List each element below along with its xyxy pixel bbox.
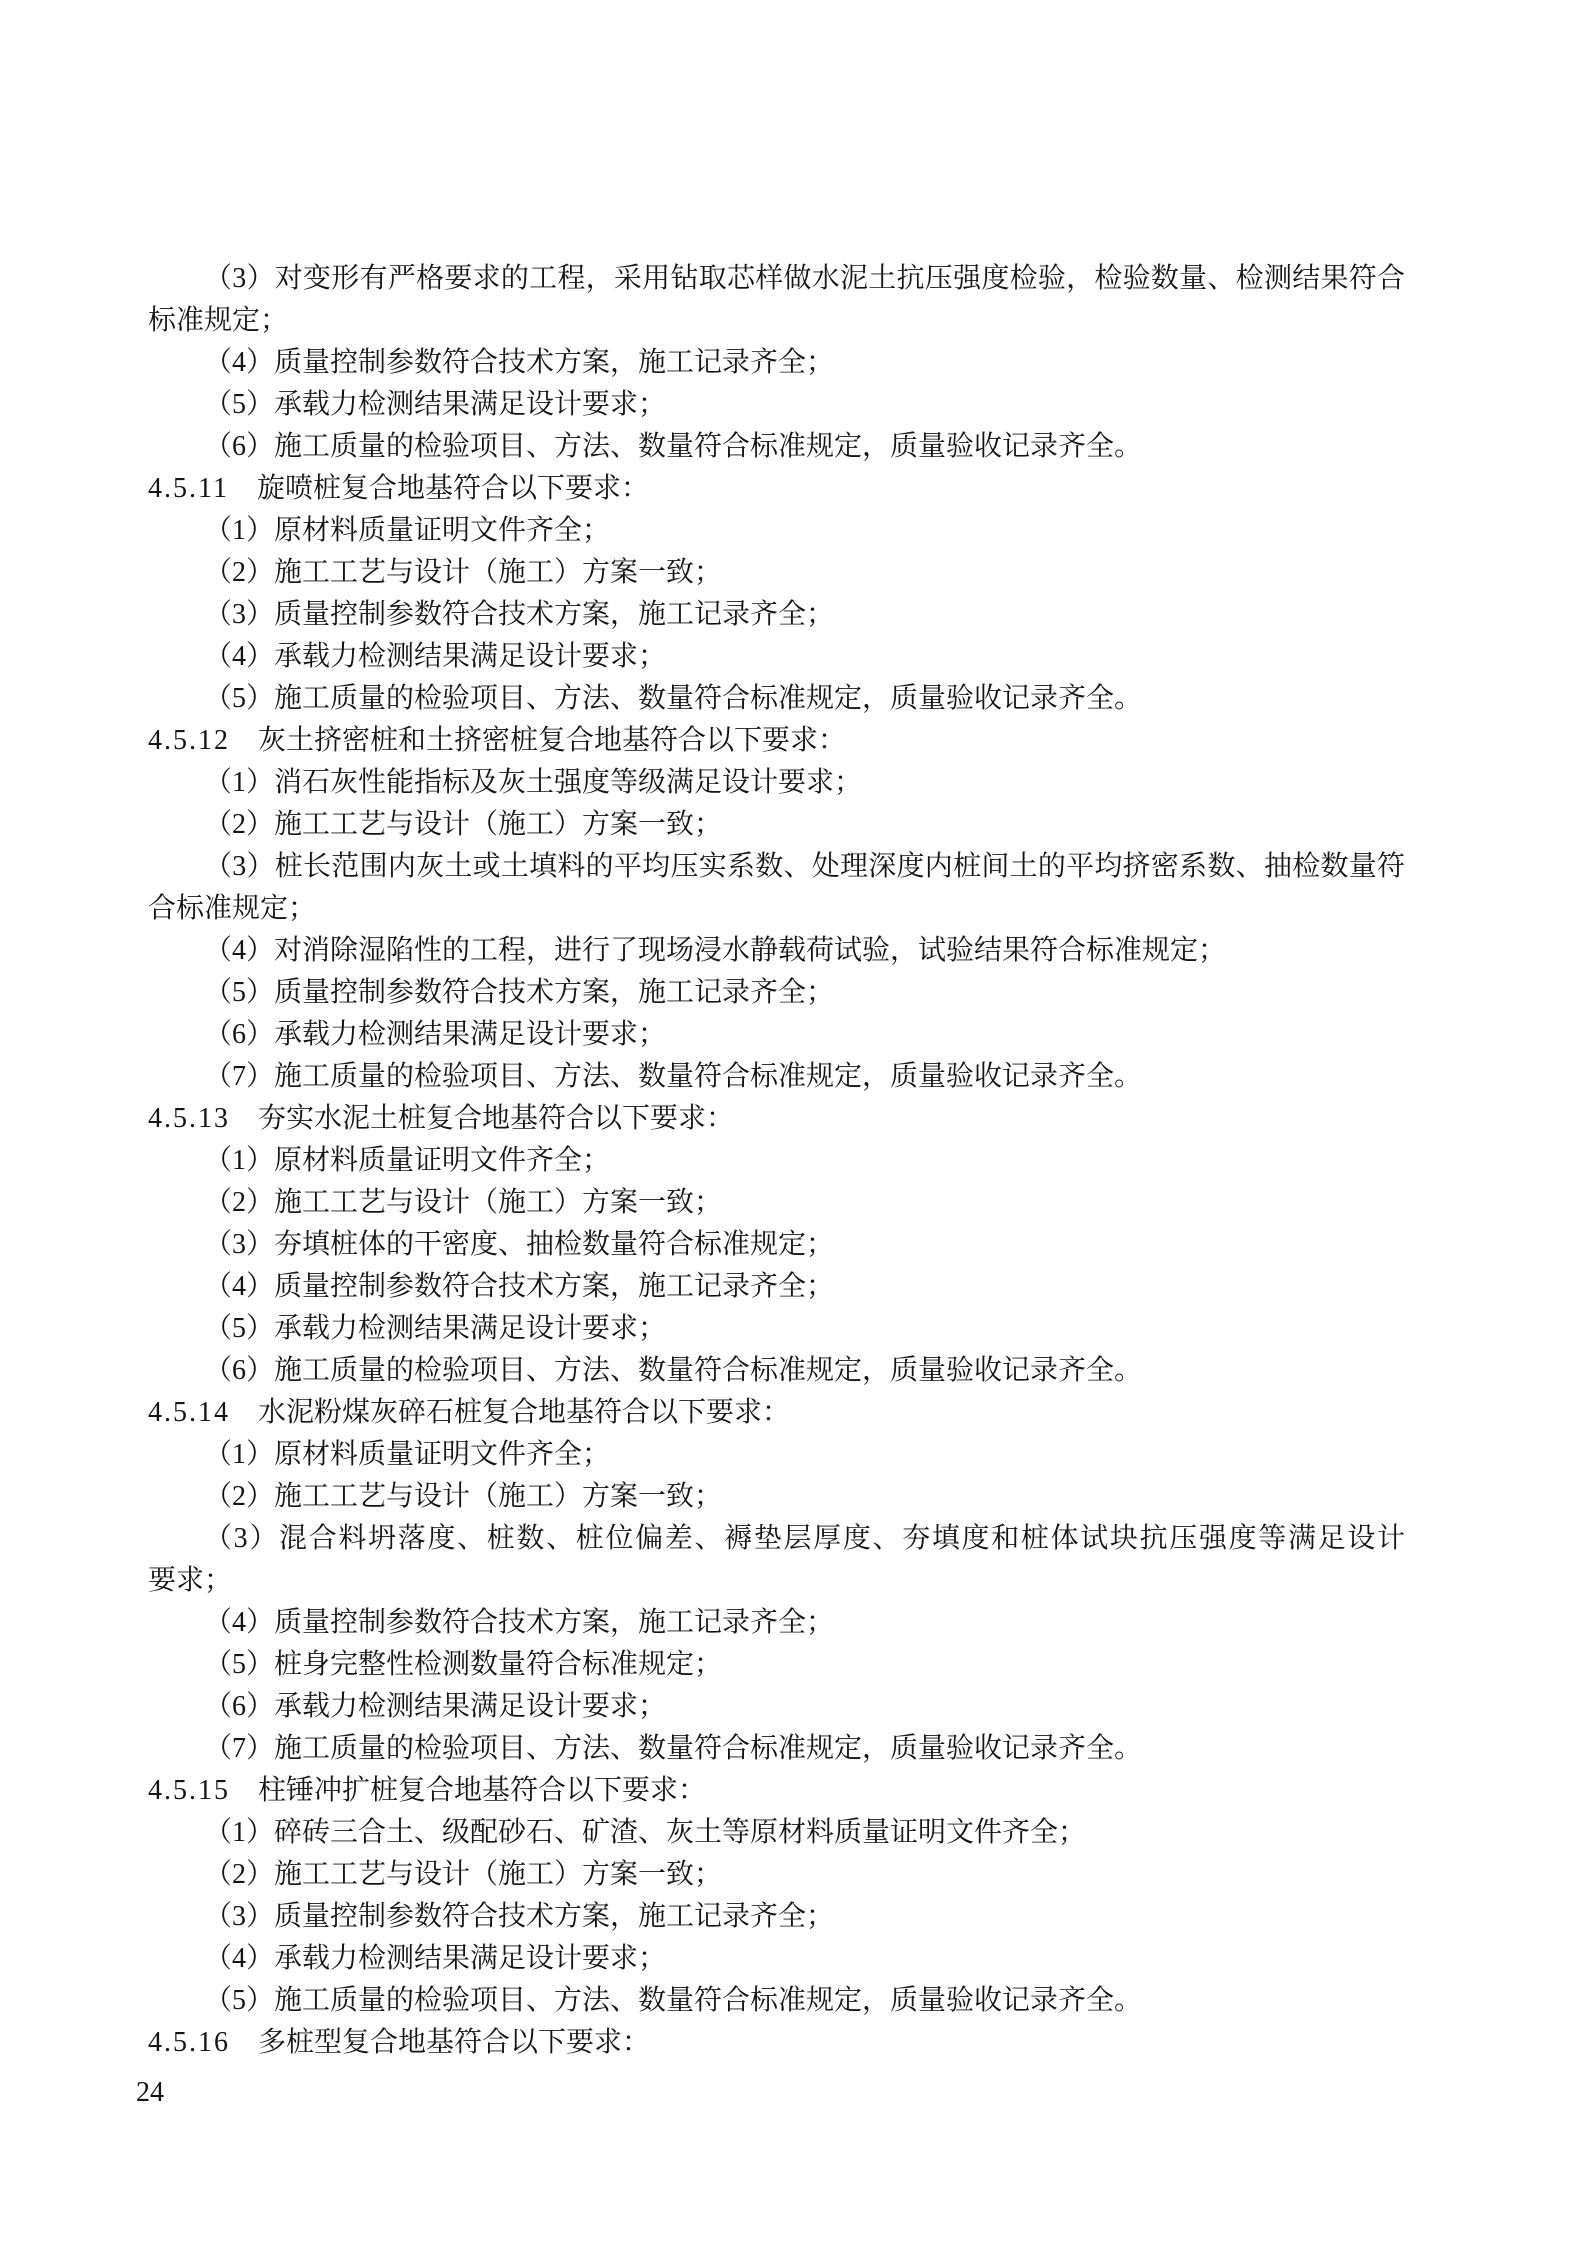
section-heading-line	[148, 2022, 1405, 2064]
document-body	[148, 258, 1405, 2064]
section-number: 4.5.16	[148, 2027, 230, 2058]
clause-line: （6）施工质量的检验项目、方法、数量符合标准规定，质量验收记录齐全。	[204, 1355, 1143, 1386]
section-title: 多桩型复合地基符合以下要求：	[258, 2027, 651, 2058]
clause-line: （2）施工工艺与设计（施工）方案一致；	[204, 1187, 723, 1218]
clause-line: （2）施工工艺与设计（施工）方案一致；	[204, 809, 723, 840]
clause-line: （1）碎砖三合土、级配砂石、矿渣、灰土等原材料质量证明文件齐全；	[204, 1817, 1087, 1848]
section-heading-line	[148, 1098, 1405, 1140]
section-title: 柱锤冲扩桩复合地基符合以下要求：	[258, 1775, 707, 1806]
clause-line: （4）质量控制参数符合技术方案，施工记录齐全；	[204, 1607, 835, 1638]
clause-line: （1）消石灰性能指标及灰土强度等级满足设计要求；	[204, 767, 863, 798]
clause-line: （4）质量控制参数符合技术方案，施工记录齐全；	[204, 347, 835, 378]
section-number: 4.5.14	[148, 1397, 230, 1428]
clause-line: （1）原材料质量证明文件齐全；	[204, 1439, 611, 1470]
clause-line: （4）对消除湿陷性的工程，进行了现场浸水静载荷试验，试验结果符合标准规定；	[204, 935, 1227, 966]
clause-line: （5）桩身完整性检测数量符合标准规定；	[204, 1649, 723, 1680]
clause-line: （2）施工工艺与设计（施工）方案一致；	[204, 1859, 723, 1890]
clause-line: （6）施工质量的检验项目、方法、数量符合标准规定，质量验收记录齐全。	[204, 431, 1143, 462]
clause-line: （4）质量控制参数符合技术方案，施工记录齐全；	[204, 1271, 835, 1302]
clause-line: （4）承载力检测结果满足设计要求；	[204, 641, 667, 672]
section-heading-line	[148, 1392, 1405, 1434]
section-heading-line	[148, 1770, 1405, 1812]
clause-line: （5）施工质量的检验项目、方法、数量符合标准规定，质量验收记录齐全。	[204, 1985, 1143, 2016]
clause-line: （2）施工工艺与设计（施工）方案一致；	[204, 557, 723, 588]
clause-line: （3）质量控制参数符合技术方案，施工记录齐全；	[204, 1901, 835, 1932]
clause-line: 合标准规定；	[148, 893, 317, 924]
section-heading-line	[148, 468, 1405, 510]
clause-line: （3）混合料坍落度、桩数、桩位偏差、褥垫层厚度、夯填度和桩体试块抗压强度等满足设计	[204, 1523, 1405, 1554]
clause-line: （7）施工质量的检验项目、方法、数量符合标准规定，质量验收记录齐全。	[204, 1733, 1143, 1764]
section-heading-line	[148, 720, 1405, 762]
page-number: 24	[136, 2077, 164, 2108]
clause-line: 标准规定；	[148, 305, 289, 336]
clause-line: （3）对变形有严格要求的工程，采用钻取芯样做水泥土抗压强度检验，检验数量、检测结果符合	[204, 263, 1405, 294]
clause-line: （1）原材料质量证明文件齐全；	[204, 1145, 611, 1176]
clause-line: （3）质量控制参数符合技术方案，施工记录齐全；	[204, 599, 835, 630]
section-number: 4.5.13	[148, 1103, 230, 1134]
clause-line: （5）质量控制参数符合技术方案，施工记录齐全；	[204, 977, 835, 1008]
section-title: 灰土挤密桩和土挤密桩复合地基符合以下要求：	[258, 725, 847, 756]
section-number: 4.5.12	[148, 725, 230, 756]
section-title: 旋喷桩复合地基符合以下要求：	[256, 473, 649, 504]
clause-line: （1）原材料质量证明文件齐全；	[204, 515, 611, 546]
clause-line: （6）承载力检测结果满足设计要求；	[204, 1019, 667, 1050]
clause-line: （3）夯填桩体的干密度、抽检数量符合标准规定；	[204, 1229, 835, 1260]
section-number: 4.5.15	[148, 1775, 230, 1806]
clause-line: 要求；	[148, 1565, 233, 1596]
clause-line: （5）承载力检测结果满足设计要求；	[204, 1313, 667, 1344]
clause-line: （3）桩长范围内灰土或土填料的平均压实系数、处理深度内桩间土的平均挤密系数、抽检数量符	[204, 851, 1405, 882]
clause-line: （2）施工工艺与设计（施工）方案一致；	[204, 1481, 723, 1512]
section-title: 水泥粉煤灰碎石桩复合地基符合以下要求：	[258, 1397, 791, 1428]
section-title: 夯实水泥土桩复合地基符合以下要求：	[258, 1103, 735, 1134]
section-number: 4.5.11	[148, 473, 229, 504]
clause-line: （5）承载力检测结果满足设计要求；	[204, 389, 667, 420]
clause-line: （7）施工质量的检验项目、方法、数量符合标准规定，质量验收记录齐全。	[204, 1061, 1143, 1092]
clause-line: （4）承载力检测结果满足设计要求；	[204, 1943, 667, 1974]
clause-line: （5）施工质量的检验项目、方法、数量符合标准规定，质量验收记录齐全。	[204, 683, 1143, 714]
clause-line: （6）承载力检测结果满足设计要求；	[204, 1691, 667, 1722]
